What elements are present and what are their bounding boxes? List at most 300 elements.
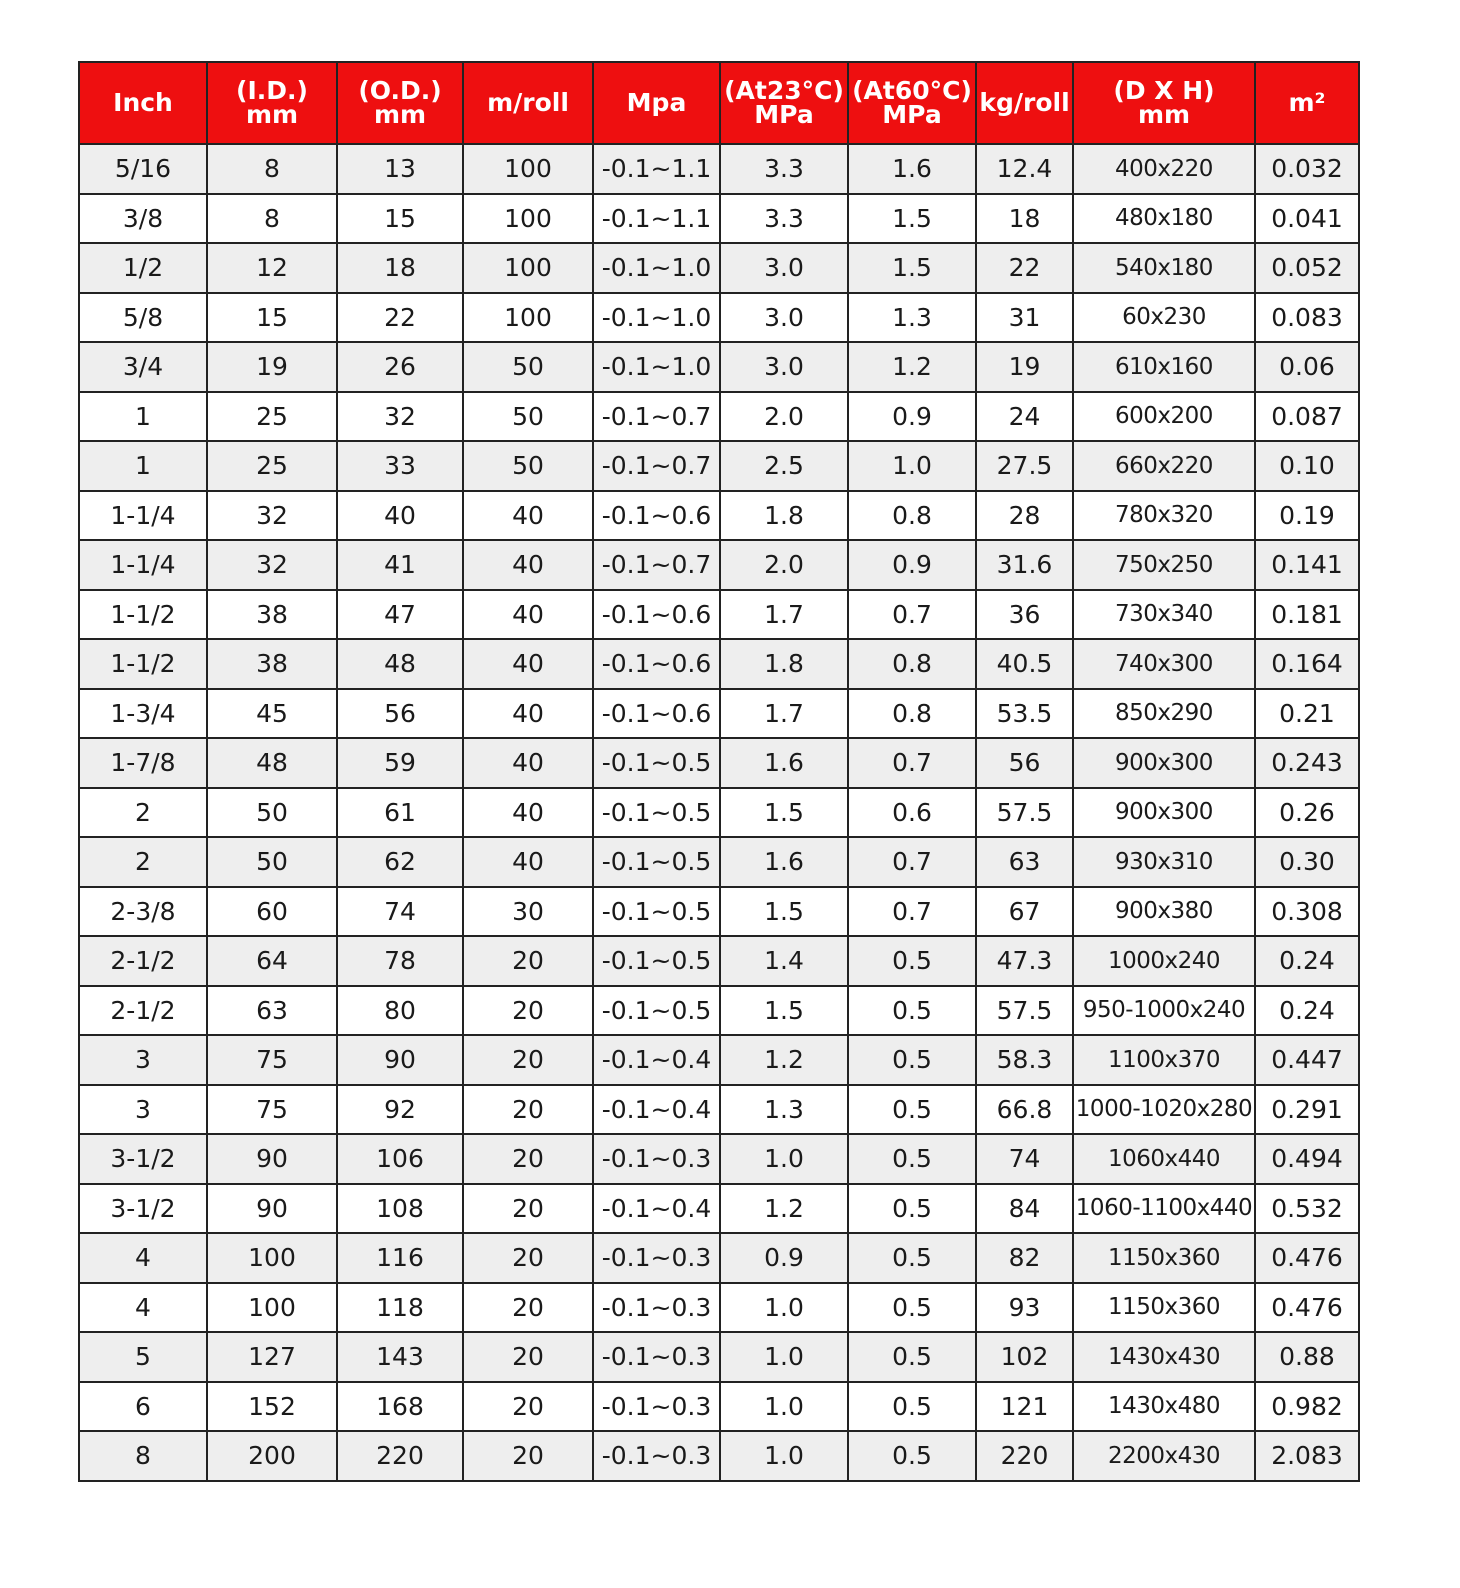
table-row	[79, 738, 1359, 788]
cell-dxh-mm: 610x160	[1073, 342, 1255, 392]
cell-mpa-range: -0.1~0.5	[593, 738, 720, 788]
cell-pressure-60c: 0.5	[848, 1332, 976, 1382]
cell-area-m2: 0.19	[1255, 491, 1359, 541]
header-kg-per-roll	[976, 62, 1073, 144]
cell-inch: 1-1/4	[79, 540, 207, 590]
cell-mpa-range: -0.1~1.0	[593, 243, 720, 293]
cell-dxh-mm: 750x250	[1073, 540, 1255, 590]
cell-mpa-range: -0.1~0.3	[593, 1431, 720, 1481]
cell-kg-per-roll: 74	[976, 1134, 1073, 1184]
cell-kg-per-roll: 57.5	[976, 986, 1073, 1036]
cell-dxh-mm: 950-1000x240	[1073, 986, 1255, 1036]
cell-inch: 2-3/8	[79, 887, 207, 937]
cell-kg-per-roll: 31	[976, 293, 1073, 343]
cell-mpa-range: -0.1~0.3	[593, 1283, 720, 1333]
cell-mpa-range: -0.1~0.5	[593, 837, 720, 887]
cell-kg-per-roll: 121	[976, 1382, 1073, 1432]
cell-m-per-roll: 40	[463, 738, 593, 788]
cell-pressure-23c: 2.0	[720, 540, 848, 590]
cell-inch: 3/8	[79, 194, 207, 244]
cell-m-per-roll: 100	[463, 144, 593, 194]
cell-id-mm: 45	[207, 689, 337, 739]
cell-kg-per-roll: 27.5	[976, 441, 1073, 491]
cell-kg-per-roll: 93	[976, 1283, 1073, 1333]
cell-area-m2: 0.052	[1255, 243, 1359, 293]
cell-od-mm: 15	[337, 194, 463, 244]
cell-pressure-60c: 0.8	[848, 491, 976, 541]
table-row	[79, 342, 1359, 392]
cell-pressure-60c: 0.5	[848, 936, 976, 986]
cell-pressure-23c: 1.4	[720, 936, 848, 986]
cell-id-mm: 60	[207, 887, 337, 937]
cell-pressure-60c: 0.7	[848, 590, 976, 640]
cell-id-mm: 48	[207, 738, 337, 788]
cell-od-mm: 118	[337, 1283, 463, 1333]
cell-inch: 1-1/2	[79, 590, 207, 640]
cell-area-m2: 0.032	[1255, 144, 1359, 194]
cell-m-per-roll: 40	[463, 540, 593, 590]
cell-inch: 1/2	[79, 243, 207, 293]
header-pressure-60c-line1: (At60°C)	[852, 76, 972, 105]
cell-pressure-23c: 1.7	[720, 689, 848, 739]
cell-pressure-23c: 1.5	[720, 986, 848, 1036]
cell-mpa-range: -0.1~0.4	[593, 1085, 720, 1135]
cell-inch: 2	[79, 788, 207, 838]
cell-inch: 1-7/8	[79, 738, 207, 788]
cell-pressure-60c: 0.7	[848, 837, 976, 887]
cell-pressure-60c: 0.5	[848, 986, 976, 1036]
cell-pressure-60c: 1.3	[848, 293, 976, 343]
cell-kg-per-roll: 18	[976, 194, 1073, 244]
cell-area-m2: 0.291	[1255, 1085, 1359, 1135]
cell-pressure-60c: 0.9	[848, 392, 976, 442]
cell-kg-per-roll: 82	[976, 1233, 1073, 1283]
cell-m-per-roll: 100	[463, 194, 593, 244]
table-row	[79, 689, 1359, 739]
cell-dxh-mm: 930x310	[1073, 837, 1255, 887]
cell-pressure-60c: 0.6	[848, 788, 976, 838]
cell-id-mm: 50	[207, 837, 337, 887]
cell-od-mm: 13	[337, 144, 463, 194]
cell-mpa-range: -0.1~0.5	[593, 788, 720, 838]
table-row	[79, 441, 1359, 491]
table-row	[79, 1233, 1359, 1283]
cell-dxh-mm: 780x320	[1073, 491, 1255, 541]
cell-inch: 3-1/2	[79, 1184, 207, 1234]
cell-dxh-mm: 1430x480	[1073, 1382, 1255, 1432]
cell-inch: 1	[79, 441, 207, 491]
cell-dxh-mm: 1060x440	[1073, 1134, 1255, 1184]
cell-inch: 2-1/2	[79, 936, 207, 986]
cell-dxh-mm: 900x380	[1073, 887, 1255, 937]
cell-dxh-mm: 740x300	[1073, 639, 1255, 689]
cell-mpa-range: -0.1~0.3	[593, 1134, 720, 1184]
cell-id-mm: 90	[207, 1184, 337, 1234]
cell-inch: 2-1/2	[79, 986, 207, 1036]
cell-pressure-23c: 3.0	[720, 243, 848, 293]
header-dxh-mm	[1073, 62, 1255, 144]
cell-dxh-mm: 1060-1100x440	[1073, 1184, 1255, 1234]
cell-pressure-60c: 0.8	[848, 689, 976, 739]
header-pressure-60c-line2: MPa	[882, 100, 942, 129]
cell-mpa-range: -0.1~0.3	[593, 1382, 720, 1432]
cell-inch: 1-3/4	[79, 689, 207, 739]
cell-area-m2: 0.24	[1255, 936, 1359, 986]
cell-m-per-roll: 20	[463, 1233, 593, 1283]
cell-area-m2: 0.087	[1255, 392, 1359, 442]
cell-m-per-roll: 50	[463, 342, 593, 392]
table-row	[79, 293, 1359, 343]
cell-dxh-mm: 400x220	[1073, 144, 1255, 194]
cell-kg-per-roll: 31.6	[976, 540, 1073, 590]
cell-pressure-60c: 0.8	[848, 639, 976, 689]
table-header	[79, 62, 1359, 144]
cell-id-mm: 8	[207, 194, 337, 244]
cell-inch: 3-1/2	[79, 1134, 207, 1184]
cell-m-per-roll: 20	[463, 1035, 593, 1085]
cell-od-mm: 80	[337, 986, 463, 1036]
cell-area-m2: 0.181	[1255, 590, 1359, 640]
header-od-mm-line1: (O.D.)	[358, 76, 442, 105]
cell-dxh-mm: 2200x430	[1073, 1431, 1255, 1481]
cell-kg-per-roll: 63	[976, 837, 1073, 887]
cell-m-per-roll: 40	[463, 837, 593, 887]
cell-m-per-roll: 20	[463, 986, 593, 1036]
header-id-mm-line1: (I.D.)	[236, 76, 308, 105]
cell-kg-per-roll: 67	[976, 887, 1073, 937]
cell-pressure-23c: 2.0	[720, 392, 848, 442]
table-row	[79, 1332, 1359, 1382]
cell-mpa-range: -0.1~0.5	[593, 936, 720, 986]
cell-pressure-60c: 0.5	[848, 1035, 976, 1085]
cell-inch: 3	[79, 1085, 207, 1135]
cell-pressure-23c: 1.0	[720, 1431, 848, 1481]
cell-area-m2: 0.083	[1255, 293, 1359, 343]
cell-m-per-roll: 20	[463, 1134, 593, 1184]
cell-area-m2: 0.308	[1255, 887, 1359, 937]
cell-od-mm: 41	[337, 540, 463, 590]
cell-dxh-mm: 540x180	[1073, 243, 1255, 293]
cell-pressure-23c: 1.0	[720, 1382, 848, 1432]
header-pressure-23c-line2: MPa	[754, 100, 814, 129]
cell-m-per-roll: 20	[463, 1283, 593, 1333]
cell-mpa-range: -0.1~0.6	[593, 689, 720, 739]
table-row	[79, 887, 1359, 937]
cell-mpa-range: -0.1~0.6	[593, 491, 720, 541]
cell-mpa-range: -0.1~1.1	[593, 144, 720, 194]
cell-mpa-range: -0.1~0.5	[593, 986, 720, 1036]
cell-id-mm: 152	[207, 1382, 337, 1432]
cell-id-mm: 50	[207, 788, 337, 838]
cell-kg-per-roll: 36	[976, 590, 1073, 640]
cell-mpa-range: -0.1~0.3	[593, 1332, 720, 1382]
cell-od-mm: 47	[337, 590, 463, 640]
cell-pressure-60c: 0.7	[848, 738, 976, 788]
cell-od-mm: 26	[337, 342, 463, 392]
cell-od-mm: 168	[337, 1382, 463, 1432]
cell-inch: 1-1/2	[79, 639, 207, 689]
cell-area-m2: 0.24	[1255, 986, 1359, 1036]
cell-pressure-23c: 1.3	[720, 1085, 848, 1135]
cell-id-mm: 127	[207, 1332, 337, 1382]
cell-od-mm: 33	[337, 441, 463, 491]
cell-kg-per-roll: 102	[976, 1332, 1073, 1382]
cell-dxh-mm: 660x220	[1073, 441, 1255, 491]
cell-kg-per-roll: 57.5	[976, 788, 1073, 838]
cell-m-per-roll: 20	[463, 936, 593, 986]
cell-pressure-23c: 2.5	[720, 441, 848, 491]
header-area-m2	[1255, 62, 1359, 144]
cell-pressure-23c: 1.0	[720, 1134, 848, 1184]
cell-dxh-mm: 1150x360	[1073, 1233, 1255, 1283]
cell-pressure-60c: 0.7	[848, 887, 976, 937]
cell-area-m2: 0.494	[1255, 1134, 1359, 1184]
cell-kg-per-roll: 47.3	[976, 936, 1073, 986]
header-id-mm-line2: mm	[245, 100, 299, 129]
table-row	[79, 837, 1359, 887]
cell-m-per-roll: 50	[463, 392, 593, 442]
cell-mpa-range: -0.1~0.5	[593, 887, 720, 937]
cell-id-mm: 25	[207, 441, 337, 491]
cell-kg-per-roll: 220	[976, 1431, 1073, 1481]
cell-inch: 8	[79, 1431, 207, 1481]
cell-dxh-mm: 1150x360	[1073, 1283, 1255, 1333]
cell-area-m2: 0.141	[1255, 540, 1359, 590]
cell-dxh-mm: 60x230	[1073, 293, 1255, 343]
cell-od-mm: 90	[337, 1035, 463, 1085]
cell-pressure-23c: 1.7	[720, 590, 848, 640]
cell-m-per-roll: 20	[463, 1085, 593, 1135]
cell-kg-per-roll: 19	[976, 342, 1073, 392]
cell-mpa-range: -0.1~0.7	[593, 392, 720, 442]
cell-area-m2: 0.447	[1255, 1035, 1359, 1085]
cell-area-m2: 0.88	[1255, 1332, 1359, 1382]
cell-pressure-60c: 0.5	[848, 1184, 976, 1234]
cell-m-per-roll: 20	[463, 1431, 593, 1481]
table-row	[79, 1283, 1359, 1333]
cell-pressure-23c: 0.9	[720, 1233, 848, 1283]
cell-m-per-roll: 100	[463, 243, 593, 293]
cell-id-mm: 200	[207, 1431, 337, 1481]
cell-pressure-60c: 0.9	[848, 540, 976, 590]
cell-kg-per-roll: 40.5	[976, 639, 1073, 689]
table-row	[79, 1085, 1359, 1135]
cell-dxh-mm: 1000x240	[1073, 936, 1255, 986]
cell-mpa-range: -0.1~0.4	[593, 1035, 720, 1085]
cell-od-mm: 62	[337, 837, 463, 887]
cell-mpa-range: -0.1~1.0	[593, 293, 720, 343]
cell-m-per-roll: 100	[463, 293, 593, 343]
cell-dxh-mm: 480x180	[1073, 194, 1255, 244]
table-row	[79, 1184, 1359, 1234]
cell-mpa-range: -0.1~0.7	[593, 441, 720, 491]
table-row	[79, 243, 1359, 293]
cell-id-mm: 32	[207, 540, 337, 590]
header-dxh-mm-line2: mm	[1137, 100, 1191, 129]
header-dxh-mm-line1: (D X H)	[1113, 76, 1215, 105]
header-mpa-range	[593, 62, 720, 144]
cell-inch: 1	[79, 392, 207, 442]
table-body	[79, 144, 1359, 1481]
cell-pressure-60c: 1.6	[848, 144, 976, 194]
table-row	[79, 540, 1359, 590]
cell-dxh-mm: 1100x370	[1073, 1035, 1255, 1085]
cell-od-mm: 143	[337, 1332, 463, 1382]
table-row	[79, 1382, 1359, 1432]
cell-pressure-23c: 1.8	[720, 491, 848, 541]
cell-id-mm: 75	[207, 1035, 337, 1085]
cell-m-per-roll: 20	[463, 1332, 593, 1382]
cell-pressure-60c: 0.5	[848, 1233, 976, 1283]
table-row	[79, 1035, 1359, 1085]
cell-kg-per-roll: 28	[976, 491, 1073, 541]
table-row	[79, 194, 1359, 244]
cell-kg-per-roll: 58.3	[976, 1035, 1073, 1085]
cell-pressure-60c: 1.0	[848, 441, 976, 491]
table-row	[79, 639, 1359, 689]
cell-inch: 2	[79, 837, 207, 887]
cell-pressure-23c: 3.0	[720, 293, 848, 343]
table-row	[79, 144, 1359, 194]
cell-pressure-23c: 1.8	[720, 639, 848, 689]
cell-od-mm: 59	[337, 738, 463, 788]
cell-od-mm: 108	[337, 1184, 463, 1234]
cell-area-m2: 0.041	[1255, 194, 1359, 244]
cell-m-per-roll: 40	[463, 788, 593, 838]
cell-kg-per-roll: 53.5	[976, 689, 1073, 739]
cell-od-mm: 32	[337, 392, 463, 442]
cell-m-per-roll: 20	[463, 1184, 593, 1234]
cell-id-mm: 38	[207, 590, 337, 640]
cell-pressure-60c: 1.5	[848, 194, 976, 244]
cell-kg-per-roll: 24	[976, 392, 1073, 442]
cell-m-per-roll: 20	[463, 1382, 593, 1432]
cell-od-mm: 92	[337, 1085, 463, 1135]
header-m-per-roll	[463, 62, 593, 144]
cell-pressure-23c: 1.2	[720, 1035, 848, 1085]
cell-area-m2: 0.982	[1255, 1382, 1359, 1432]
header-inch	[79, 62, 207, 144]
cell-inch: 1-1/4	[79, 491, 207, 541]
cell-mpa-range: -0.1~1.0	[593, 342, 720, 392]
cell-inch: 3	[79, 1035, 207, 1085]
cell-od-mm: 116	[337, 1233, 463, 1283]
cell-area-m2: 0.26	[1255, 788, 1359, 838]
cell-pressure-23c: 3.0	[720, 342, 848, 392]
table-row	[79, 392, 1359, 442]
hose-spec-table	[78, 61, 1360, 1482]
table-row	[79, 936, 1359, 986]
cell-id-mm: 63	[207, 986, 337, 1036]
cell-kg-per-roll: 66.8	[976, 1085, 1073, 1135]
table-row	[79, 1134, 1359, 1184]
cell-m-per-roll: 40	[463, 590, 593, 640]
cell-id-mm: 38	[207, 639, 337, 689]
cell-pressure-60c: 1.5	[848, 243, 976, 293]
header-area-m2-line1: m²	[1288, 88, 1326, 117]
cell-m-per-roll: 50	[463, 441, 593, 491]
cell-pressure-23c: 1.6	[720, 738, 848, 788]
cell-area-m2: 2.083	[1255, 1431, 1359, 1481]
cell-mpa-range: -0.1~0.6	[593, 590, 720, 640]
cell-dxh-mm: 850x290	[1073, 689, 1255, 739]
cell-area-m2: 0.476	[1255, 1283, 1359, 1333]
cell-dxh-mm: 730x340	[1073, 590, 1255, 640]
cell-id-mm: 8	[207, 144, 337, 194]
cell-id-mm: 15	[207, 293, 337, 343]
cell-mpa-range: -0.1~1.1	[593, 194, 720, 244]
table-row	[79, 788, 1359, 838]
cell-kg-per-roll: 84	[976, 1184, 1073, 1234]
cell-pressure-60c: 0.5	[848, 1134, 976, 1184]
header-id-mm	[207, 62, 337, 144]
cell-inch: 6	[79, 1382, 207, 1432]
cell-pressure-60c: 0.5	[848, 1283, 976, 1333]
cell-inch: 5/16	[79, 144, 207, 194]
cell-dxh-mm: 1430x430	[1073, 1332, 1255, 1382]
cell-od-mm: 78	[337, 936, 463, 986]
cell-dxh-mm: 600x200	[1073, 392, 1255, 442]
cell-inch: 5	[79, 1332, 207, 1382]
cell-mpa-range: -0.1~0.6	[593, 639, 720, 689]
table-row	[79, 986, 1359, 1036]
cell-kg-per-roll: 12.4	[976, 144, 1073, 194]
header-kg-per-roll-line1: kg/roll	[979, 88, 1070, 117]
cell-id-mm: 100	[207, 1283, 337, 1333]
cell-od-mm: 40	[337, 491, 463, 541]
cell-kg-per-roll: 22	[976, 243, 1073, 293]
cell-id-mm: 90	[207, 1134, 337, 1184]
header-od-mm	[337, 62, 463, 144]
header-inch-line1: Inch	[113, 88, 173, 117]
cell-od-mm: 48	[337, 639, 463, 689]
cell-id-mm: 12	[207, 243, 337, 293]
cell-id-mm: 25	[207, 392, 337, 442]
header-mpa-range-line1: Mpa	[626, 88, 687, 117]
cell-inch: 4	[79, 1283, 207, 1333]
cell-dxh-mm: 1000-1020x280	[1073, 1085, 1255, 1135]
cell-pressure-23c: 3.3	[720, 144, 848, 194]
cell-id-mm: 100	[207, 1233, 337, 1283]
cell-pressure-23c: 1.5	[720, 887, 848, 937]
cell-id-mm: 19	[207, 342, 337, 392]
cell-pressure-60c: 1.2	[848, 342, 976, 392]
cell-pressure-23c: 1.5	[720, 788, 848, 838]
cell-inch: 5/8	[79, 293, 207, 343]
cell-dxh-mm: 900x300	[1073, 788, 1255, 838]
table-row	[79, 491, 1359, 541]
cell-pressure-23c: 1.0	[720, 1283, 848, 1333]
cell-id-mm: 32	[207, 491, 337, 541]
cell-od-mm: 220	[337, 1431, 463, 1481]
cell-pressure-23c: 1.2	[720, 1184, 848, 1234]
cell-m-per-roll: 40	[463, 491, 593, 541]
cell-id-mm: 75	[207, 1085, 337, 1135]
cell-area-m2: 0.21	[1255, 689, 1359, 739]
cell-od-mm: 74	[337, 887, 463, 937]
cell-od-mm: 22	[337, 293, 463, 343]
cell-inch: 3/4	[79, 342, 207, 392]
cell-dxh-mm: 900x300	[1073, 738, 1255, 788]
cell-area-m2: 0.30	[1255, 837, 1359, 887]
header-m-per-roll-line1: m/roll	[487, 88, 569, 117]
table-row	[79, 590, 1359, 640]
cell-od-mm: 106	[337, 1134, 463, 1184]
header-od-mm-line2: mm	[373, 100, 427, 129]
cell-mpa-range: -0.1~0.3	[593, 1233, 720, 1283]
cell-pressure-23c: 3.3	[720, 194, 848, 244]
cell-id-mm: 64	[207, 936, 337, 986]
